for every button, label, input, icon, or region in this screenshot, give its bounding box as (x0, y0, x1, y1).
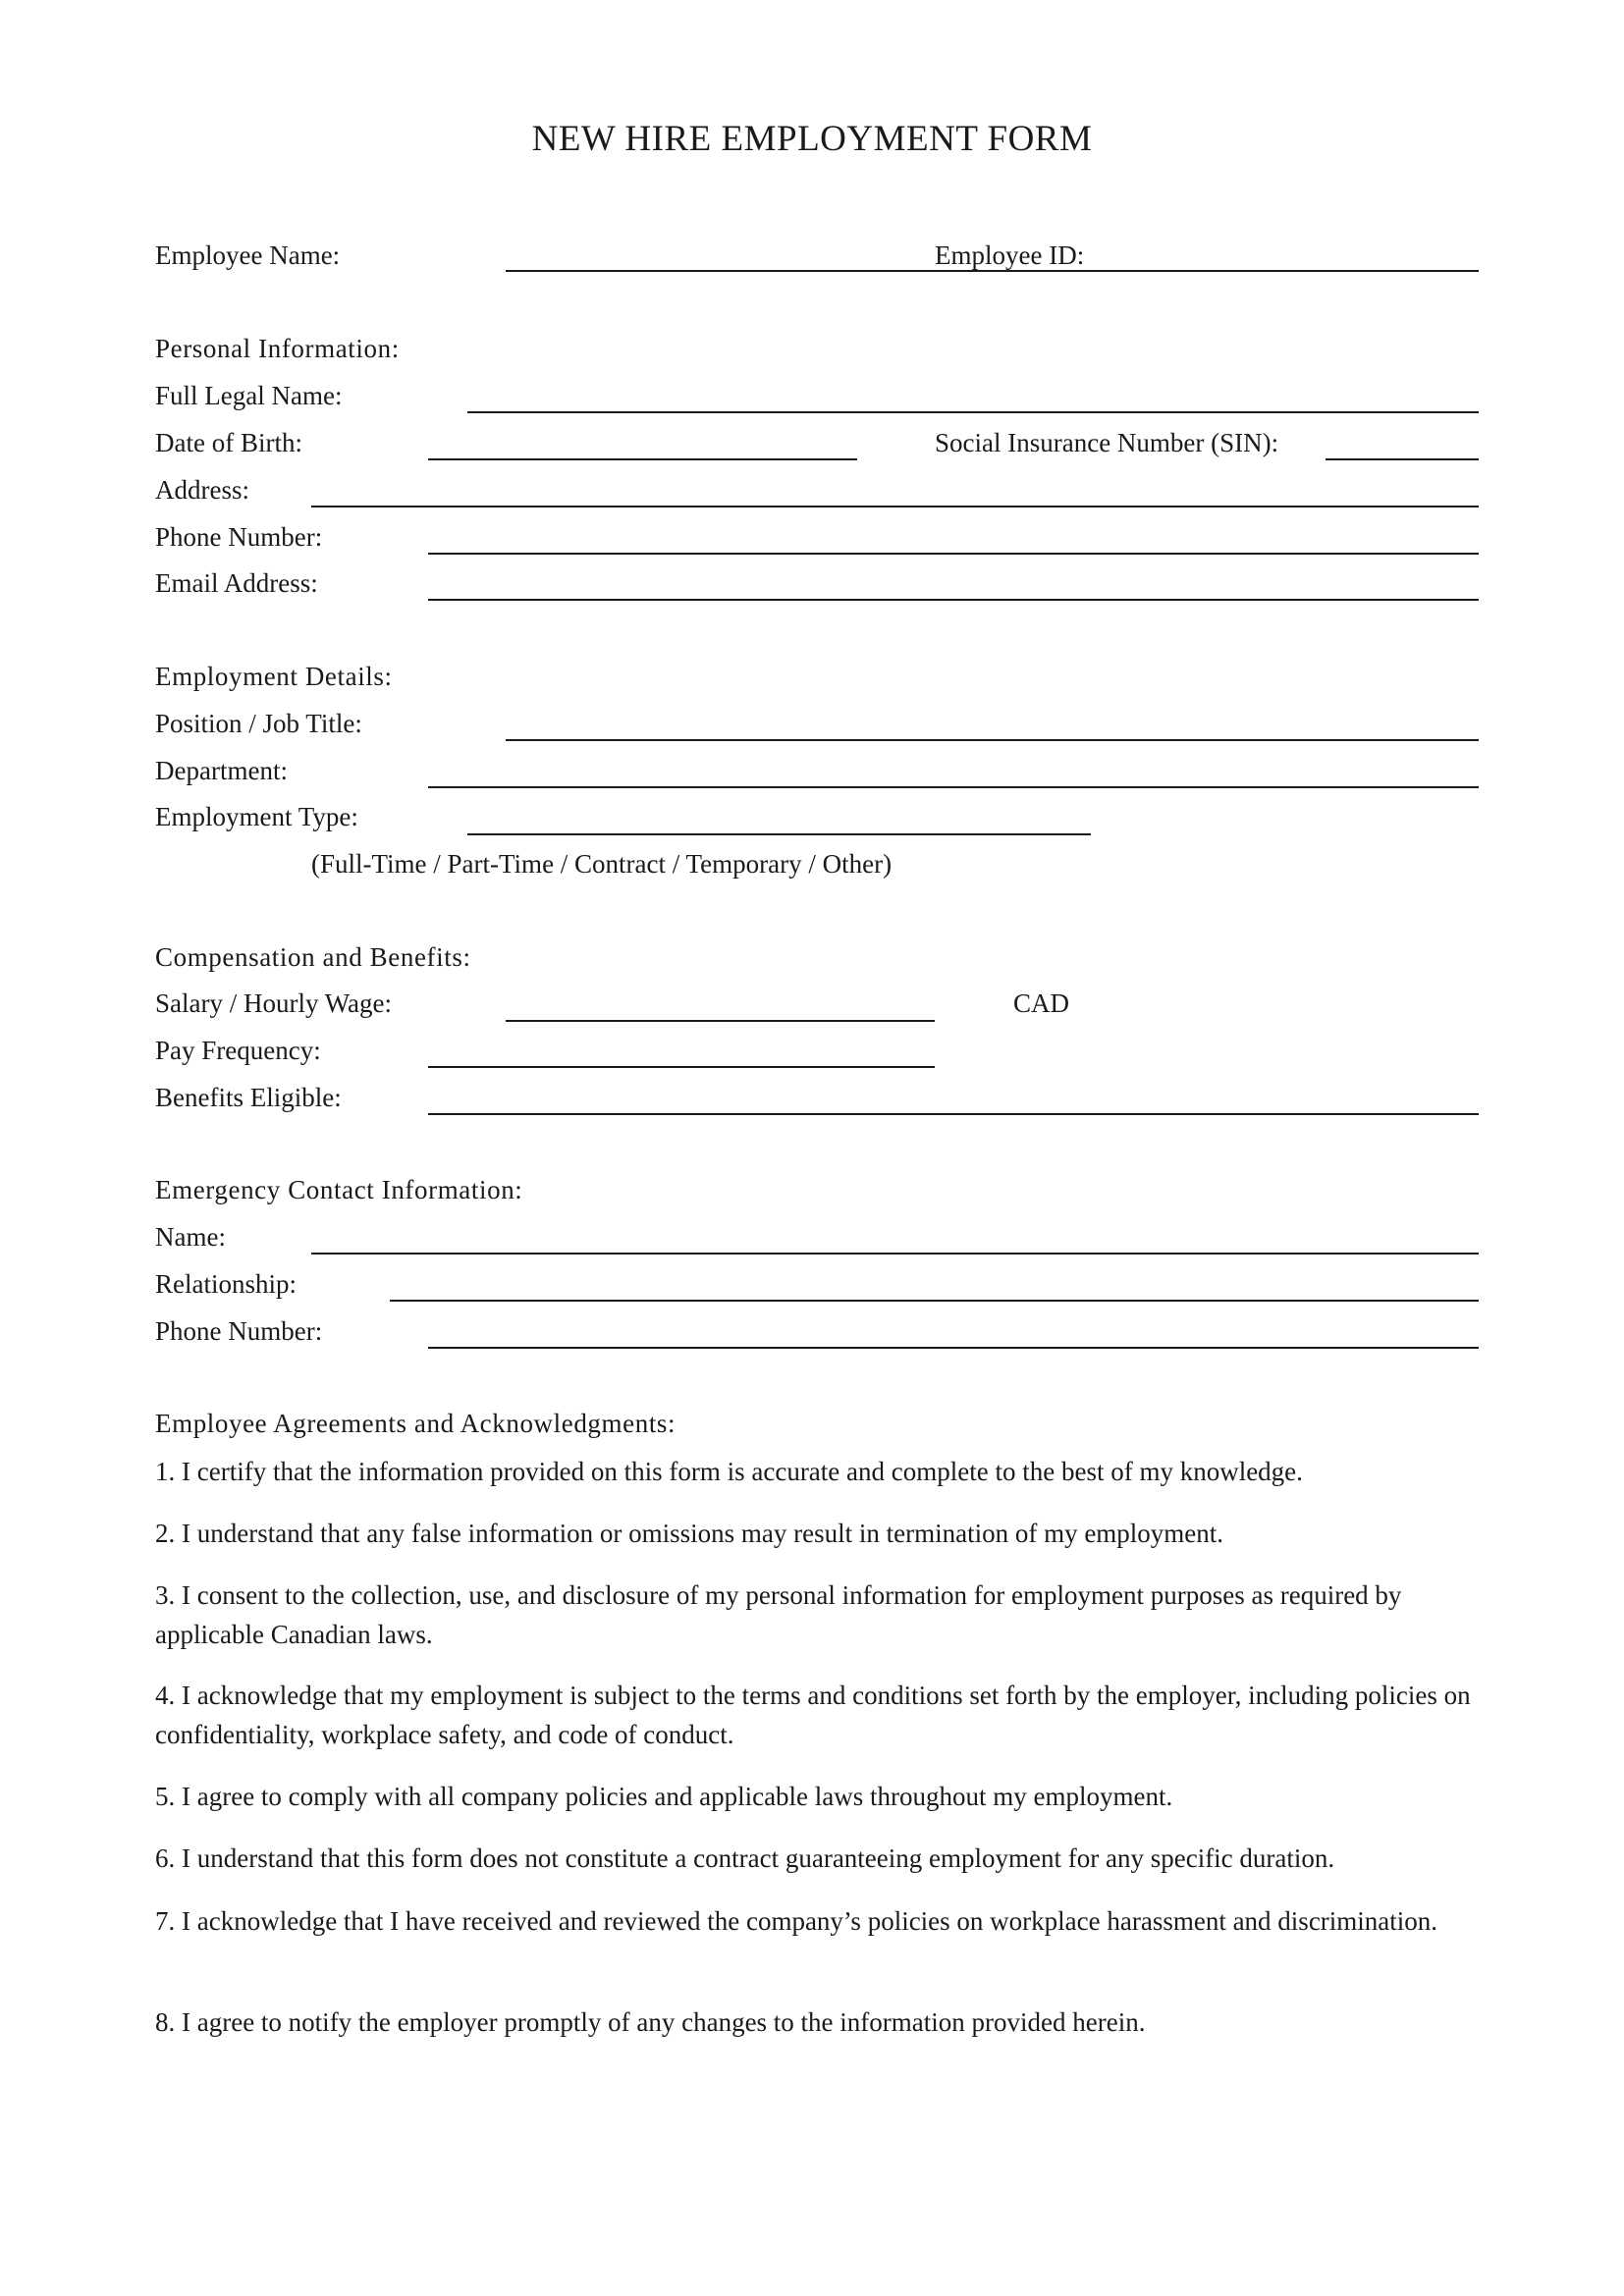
employment-type-options: (Full-Time / Part-Time / Contract / Temporary / Other) (311, 849, 893, 879)
employee-name-field[interactable] (506, 270, 933, 272)
employment-type-label: Employment Type: (155, 802, 358, 831)
employee-id-label: Employee ID: (935, 240, 1085, 270)
sin-field[interactable] (1326, 458, 1479, 460)
benefits-eligible-field[interactable] (428, 1113, 1479, 1115)
full-legal-name-label: Full Legal Name: (155, 381, 343, 410)
agreement-item: 8. I agree to notify the employer promptly of any changes to the information provided herein. (155, 2007, 1146, 2037)
currency-label: CAD (1013, 988, 1070, 1018)
email-address-field[interactable] (428, 599, 1479, 601)
date-of-birth-label: Date of Birth: (155, 428, 302, 457)
relationship-label: Relationship: (155, 1269, 297, 1299)
employee-id-field[interactable] (933, 270, 1479, 272)
emergency-phone-label: Phone Number: (155, 1316, 323, 1346)
address-label: Address: (155, 475, 249, 505)
benefits-eligible-label: Benefits Eligible: (155, 1083, 342, 1112)
email-address-label: Email Address: (155, 568, 318, 598)
agreement-item: 7. I acknowledge that I have received and reviewed the company’s policies on workplace harassment and discrimination. (155, 1906, 1438, 1936)
emergency-contact-heading: Emergency Contact Information: (155, 1175, 523, 1204)
position-label: Position / Job Title: (155, 709, 362, 738)
salary-label: Salary / Hourly Wage: (155, 988, 393, 1018)
pay-frequency-field[interactable] (428, 1066, 935, 1068)
date-of-birth-field[interactable] (428, 458, 857, 460)
agreement-item: 3. I consent to the collection, use, and disclosure of my personal information for employment purposes as required by applicable Canadian laws. (155, 1580, 1402, 1649)
employment-type-field[interactable] (467, 833, 1091, 835)
phone-number-label: Phone Number: (155, 522, 323, 552)
department-label: Department: (155, 756, 288, 785)
relationship-field[interactable] (390, 1300, 1479, 1302)
sin-label: Social Insurance Number (SIN): (935, 428, 1279, 457)
personal-info-heading: Personal Information: (155, 334, 400, 363)
agreement-item: 5. I agree to comply with all company policies and applicable laws throughout my employment. (155, 1782, 1173, 1811)
form-title: NEW HIRE EMPLOYMENT FORM (531, 119, 1093, 159)
full-legal-name-field[interactable] (467, 411, 1479, 413)
emergency-name-label: Name: (155, 1222, 226, 1252)
emergency-phone-field[interactable] (428, 1347, 1479, 1349)
agreements-heading: Employee Agreements and Acknowledgments: (155, 1409, 677, 1438)
address-field[interactable] (311, 506, 1479, 507)
employment-details-heading: Employment Details: (155, 662, 393, 691)
phone-number-field[interactable] (428, 553, 1479, 555)
emergency-name-field[interactable] (311, 1253, 1479, 1255)
employee-name-label: Employee Name: (155, 240, 341, 270)
compensation-heading: Compensation and Benefits: (155, 942, 471, 972)
agreement-item: 2. I understand that any false information or omissions may result in termination of my employment. (155, 1519, 1224, 1548)
agreement-item: 1. I certify that the information provided on this form is accurate and complete to the best of my knowledge. (155, 1457, 1303, 1486)
agreement-item: 6. I understand that this form does not constitute a contract guaranteeing employment for any specific duration. (155, 1843, 1335, 1873)
pay-frequency-label: Pay Frequency: (155, 1036, 321, 1065)
department-field[interactable] (428, 786, 1479, 788)
agreement-item: 4. I acknowledge that my employment is subject to the terms and conditions set forth by the employer, including policies on confidentiality, workplace safety, and code of conduct. (155, 1681, 1471, 1749)
salary-field[interactable] (506, 1020, 935, 1022)
position-field[interactable] (506, 739, 1479, 741)
